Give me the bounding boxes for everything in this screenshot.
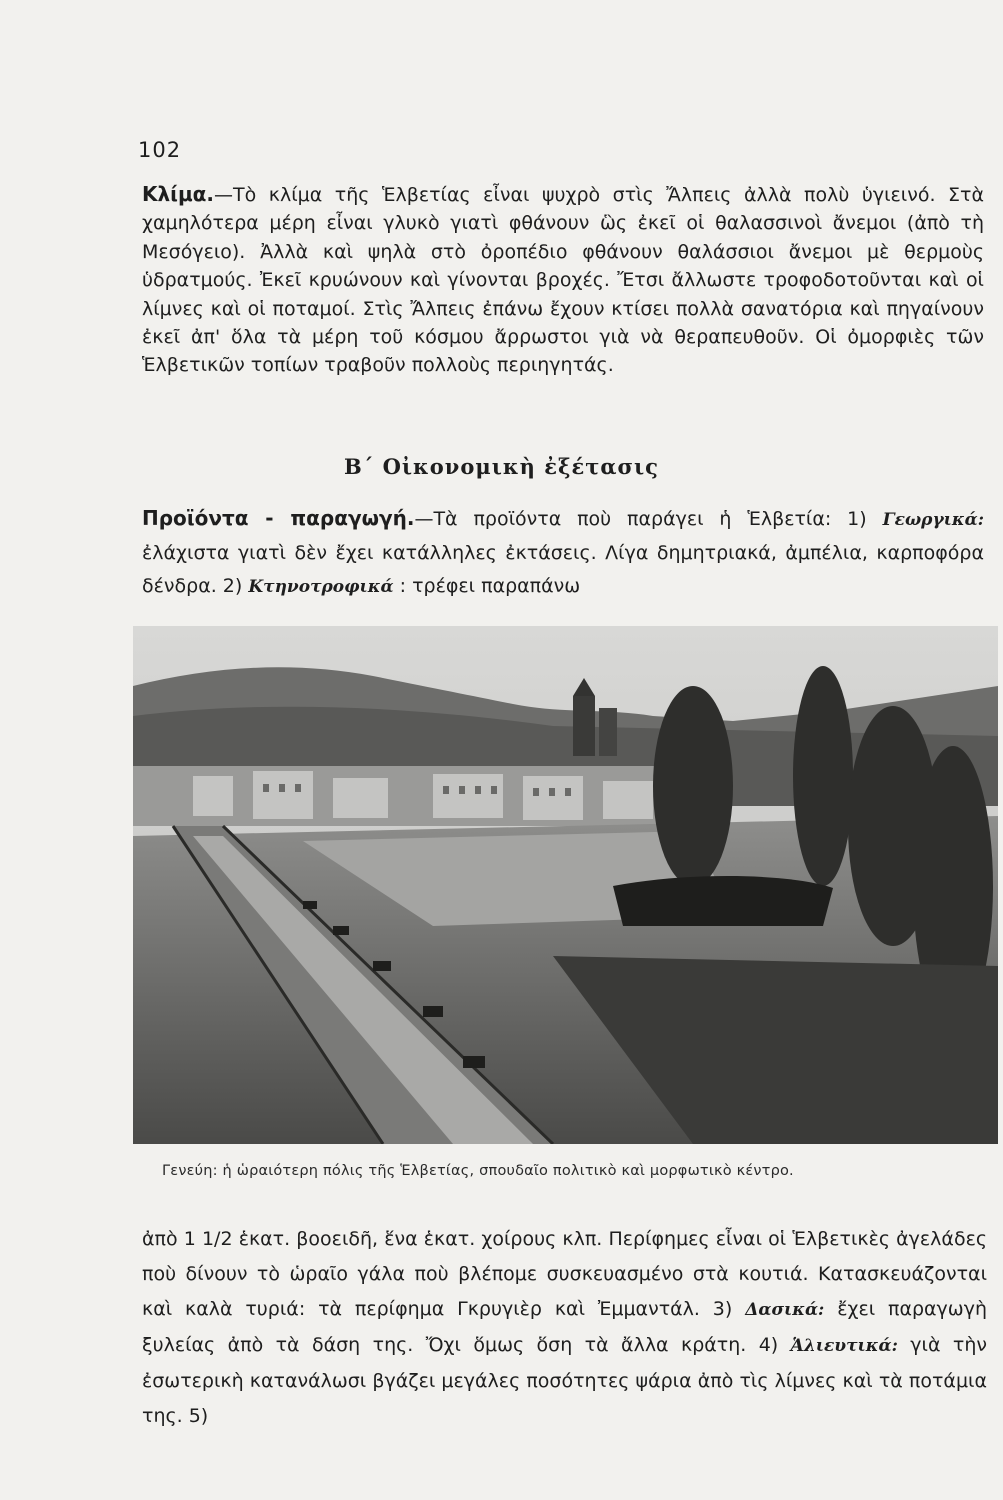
forest-label: Δασικά: xyxy=(745,1300,825,1320)
continuation-text-3: γιὰ τὴν ἐσωτερικὴ κατανάλωσι βγάζει μεγάλες ποσότητες ψάρια ἀπὸ τὶς λίμνες καὶ τὰ ποτάμια της. 5) xyxy=(142,1334,988,1427)
continuation-text-1: ἀπὸ 1 1/2 ἑκατ. βοοειδῆ, ἕνα ἑκατ. χοίρους κλπ. Περίφημες εἶναι οἱ Ἑλβετικὲς ἀγελάδες ποὺ δίνουν τὸ ὡραῖο γάλα ποὺ βλέπομε συσκευασμένο στὰ κουτιά. Κατασκευάζονται καὶ καλὰ τυριά: τὰ περίφημα Γκρυγιὲρ καὶ Ἐμμαντάλ. 3) xyxy=(142,1228,987,1320)
products-intro: —Τὰ προϊόντα ποὺ παράγει ἡ Ἑλβετία: 1) xyxy=(414,508,867,530)
page-number: 102 xyxy=(138,138,182,162)
livestock-label: Κτηνοτροφικά xyxy=(248,577,394,597)
products-paragraph xyxy=(142,502,984,604)
geneva-photo xyxy=(133,626,998,1144)
photo-caption: Γενεύη: ἡ ὡραιότερη πόλις τῆς Ἑλβετίας, σπουδαῖο πολιτικὸ καὶ μορφωτικὸ κέντρο. xyxy=(162,1163,794,1179)
section-heading: Β΄ Οἰκονομικὴ ἐξέτασις xyxy=(344,454,659,479)
continuation-paragraph xyxy=(142,1222,987,1434)
fish-label: Ἁλιευτικά: xyxy=(790,1336,898,1356)
continuation-text-2: ἔχει παραγωγὴ ξυλείας ἀπὸ τὰ δάση της. Ὄχι ὅμως ὅση τὰ ἄλλα κράτη. 4) xyxy=(142,1298,987,1356)
climate-paragraph xyxy=(142,180,984,380)
climate-lead: Κλίμα. xyxy=(142,182,215,206)
agri-text: ἐλάχιστα γιατὶ δὲν ἔχει κατάλληλες ἐκτάσεις. Λίγα δημητριακά, ἀμπέλια, καρποφόρα δένδρα. 2) xyxy=(142,542,984,597)
climate-text: —Τὸ κλίμα τῆς Ἑλβετίας εἶναι ψυχρὸ στὶς Ἄλπεις ἀλλὰ πολὺ ὑγιεινό. Στὰ χαμηλότερα μέρη εἶναι γλυκὸ γιατὶ φθάνουν ὣς ἐκεῖ οἱ θαλασσινοὶ ἄνεμοι (ἀπὸ τὴ Μεσόγειο). Ἀλλὰ καὶ ψηλὰ στὸ ὀροπέδιο φθάνουν θαλάσσιοι ἄνεμοι μὲ θερμοὺς ὑδρατμούς. Ἐκεῖ κρυώνουν καὶ γίνονται βροχές. Ἔτσι ἄλλωστε τροφοδοτοῦνται καὶ οἱ λίμνες καὶ οἱ ποταμοί. Στὶς Ἄλπεις ἐπάνω ἔχουν κτίσει πολλὰ σανατόρια καὶ πηγαίνουν ἐκεῖ ἀπ' ὅλα τὰ μέρη τοῦ κόσμου ἄρρωστοι γιὰ νὰ θεραπευθοῦν. Οἱ ὀμορφιὲς τῶν Ἑλβετικῶν τοπίων τραβοῦν πολλοὺς περιηγητάς. xyxy=(142,184,984,377)
livestock-text: : τρέφει παραπάνω xyxy=(399,575,581,597)
agri-label: Γεωργικά: xyxy=(882,510,985,530)
products-lead: Προϊόντα - παραγωγή. xyxy=(142,506,415,530)
